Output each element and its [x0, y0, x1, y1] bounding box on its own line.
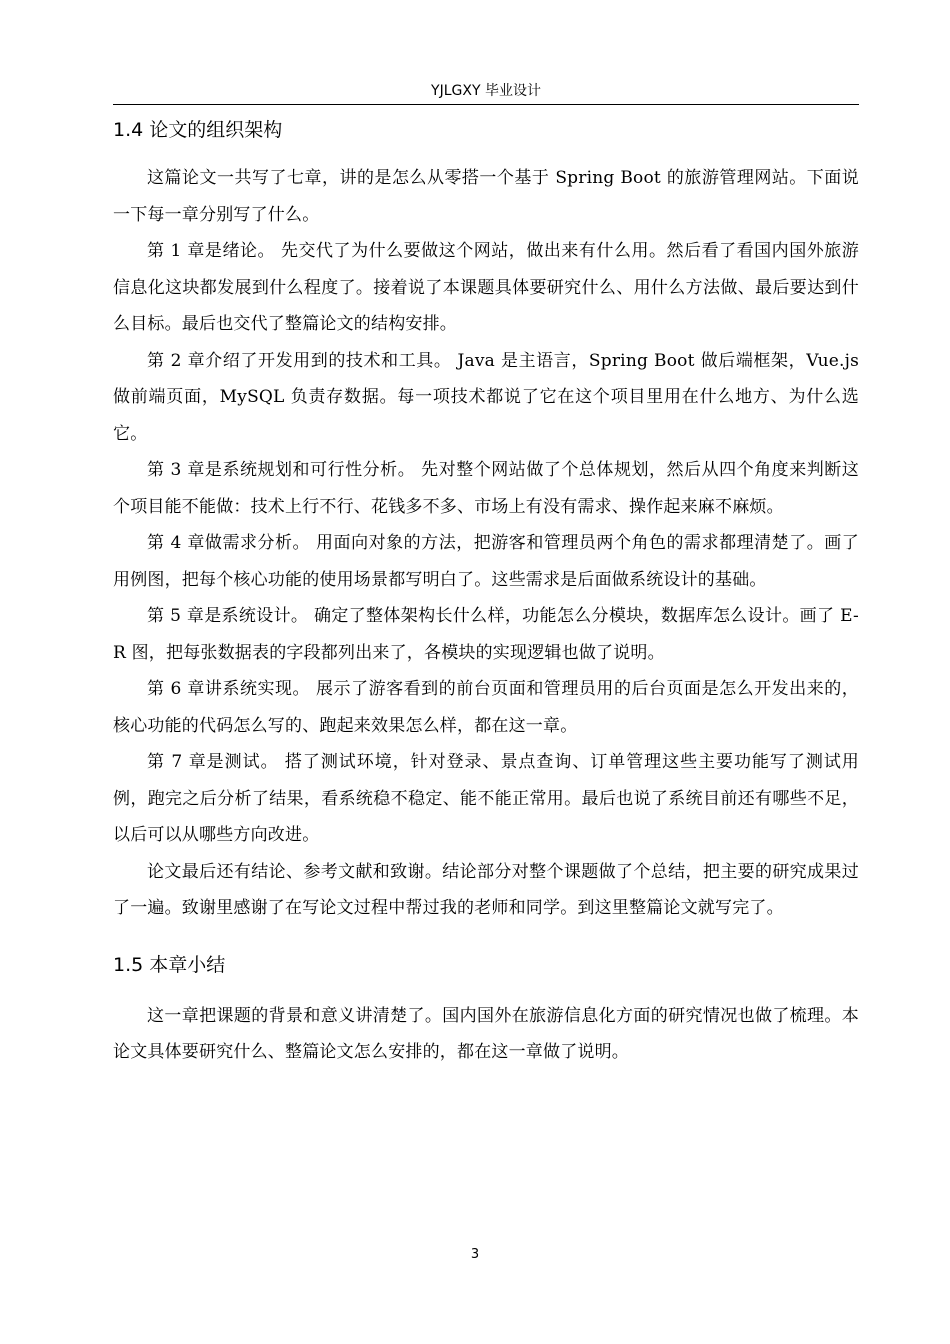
paragraph-summary: 这一章把课题的背景和意义讲清楚了。国内国外在旅游信息化方面的研究情况也做了梳理。本论文具体要研究什么、整篇论文怎么安排的，都在这一章做了说明。 [113, 1005, 859, 1062]
section-heading-1-4: 1.4 论文的组织架构 [113, 119, 283, 141]
running-header: YJLGXY 毕业设计 [113, 80, 859, 105]
section-heading-1-5: 1.5 本章小结 [113, 953, 226, 976]
paragraph-chapter-3: 第 3 章是系统规划和可行性分析。 先对整个网站做了个总体规划，然后从四个角度来判断这个项目能不能做：技术上行不行、花钱多不多、市场上有没有需求、操作起来麻不麻烦。 [113, 460, 859, 517]
paragraph-chapter-2: 第 2 章介绍了开发用到的技术和工具。 Java 是主语言，Spring Boot 做后端框架，Vue.js 做前端页面，MySQL 负责存数据。每一项技术都说了它在这个项目里用在什么地方、为什么选它。 [113, 350, 859, 444]
paragraph-chapter-1: 第 1 章是绪论。 先交代了为什么要做这个网站，做出来有什么用。然后看了看国内国外旅游信息化这块都发展到什么程度了。接着说了本课题具体要研究什么、用什么方法做、最后要达到什么目标。最后也交代了整篇论文的结构安排。 [113, 241, 859, 334]
paragraph-chapter-6: 第 6 章讲系统实现。 展示了游客看到的前台页面和管理员用的后台页面是怎么开发出来的，核心功能的代码怎么写的、跑起来效果怎么样，都在这一章。 [113, 679, 859, 736]
paragraph-chapter-5: 第 5 章是系统设计。 确定了整体架构长什么样，功能怎么分模块，数据库怎么设计。画了 E-R 图，把每张数据表的字段都列出来了，各模块的实现逻辑也做了说明。 [113, 606, 859, 663]
page-body [113, 115, 859, 1071]
paragraph-chapter-4: 第 4 章做需求分析。 用面向对象的方法，把游客和管理员两个角色的需求都理清楚了。画了用例图，把每个核心功能的使用场景都写明白了。这些需求是后面做系统设计的基础。 [113, 533, 859, 590]
page-number: 3 [470, 1247, 480, 1262]
paragraph-chapter-7: 第 7 章是测试。 搭了测试环境，针对登录、景点查询、订单管理这些主要功能写了测试用例，跑完之后分析了结果，看系统稳不稳定、能不能正常用。最后也说了系统目前还有哪些不足，以后可以从哪些方向改进。 [113, 752, 859, 845]
paragraph-intro: 这篇论文一共写了七章，讲的是怎么从零搭一个基于 Spring Boot 的旅游管理网站。下面说一下每一章分别写了什么。 [113, 168, 859, 225]
paragraph-closing: 论文最后还有结论、参考文献和致谢。结论部分对整个课题做了个总结，把主要的研究成果过了一遍。致谢里感谢了在写论文过程中帮过我的老师和同学。到这里整篇论文就写完了。 [113, 861, 859, 918]
